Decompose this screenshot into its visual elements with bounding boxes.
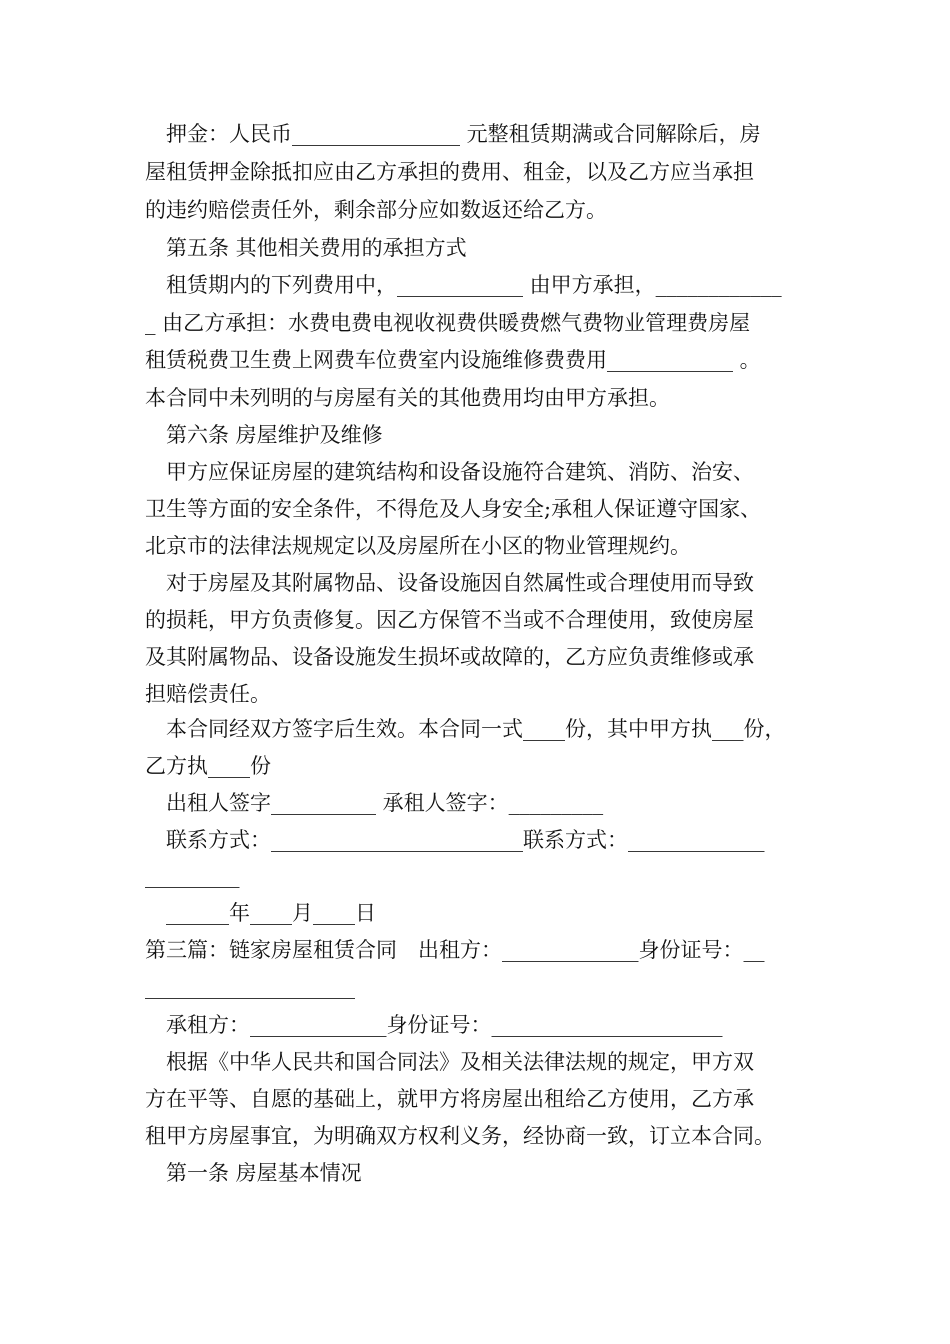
text-line: ____________________: [145, 975, 355, 999]
signature-line: 出租人签字__________ 承租人签字：_________: [166, 791, 604, 815]
section-heading: 第一条 房屋基本情况: [166, 1161, 362, 1185]
text-line: 屋租赁押金除抵扣应由乙方承担的费用、租金，以及乙方应当承担: [145, 160, 754, 184]
text-line: 承租方：_____________身份证号：______________________: [166, 1013, 723, 1037]
text-line: 租赁税费卫生费上网费车位费室内设施维修费费用____________ 。: [145, 348, 761, 372]
text-line: 根据《中华人民共和国合同法》及相关法律法规的规定，甲方双: [166, 1050, 754, 1074]
section-heading: 第五条 其他相关费用的承担方式: [166, 236, 467, 260]
text-line: 卫生等方面的安全条件，不得危及人身安全;承租人保证遵守国家、: [145, 497, 762, 521]
date-line: ______年____月____日: [166, 901, 376, 925]
text-line: 押金：人民币________________ 元整租赁期满或合同解除后，房: [166, 122, 761, 146]
text-line: 及其附属物品、设备设施发生损坏或故障的，乙方应负责维修或承: [145, 645, 754, 669]
section-heading: 第六条 房屋维护及维修: [166, 423, 383, 447]
section-title: 第三篇：链家房屋租赁合同 出租方：_____________身份证号：__: [145, 938, 765, 962]
text-line: _________: [145, 864, 240, 888]
contact-line: 联系方式：________________________联系方式：_____________: [166, 828, 765, 852]
text-line: 的违约赔偿责任外，剩余部分应如数返还给乙方。: [145, 198, 607, 222]
text-line: 租甲方房屋事宜，为明确双方权利义务，经协商一致，订立本合同。: [145, 1124, 775, 1148]
text-line: 甲方应保证房屋的建筑结构和设备设施符合建筑、消防、治安、: [166, 460, 754, 484]
text-line: 的损耗，甲方负责修复。因乙方保管不当或不合理使用，致使房屋: [145, 608, 754, 632]
text-line: 本合同经双方签字后生效。本合同一式____份，其中甲方执___份，: [166, 717, 786, 741]
text-line: 租赁期内的下列费用中，____________ 由甲方承担，____________: [166, 273, 782, 297]
text-line: 担赔偿责任。: [145, 682, 271, 706]
text-line: 北京市的法律法规规定以及房屋所在小区的物业管理规约。: [145, 534, 691, 558]
text-line: 方在平等、自愿的基础上，就甲方将房屋出租给乙方使用，乙方承: [145, 1087, 754, 1111]
text-line: 乙方执____份: [145, 754, 271, 778]
text-line: 本合同中未列明的与房屋有关的其他费用均由甲方承担。: [145, 386, 670, 410]
text-line: 对于房屋及其附属物品、设备设施因自然属性或合理使用而导致: [166, 571, 754, 595]
text-line: _ 由乙方承担：水费电费电视收视费供暖费燃气费物业管理费房屋: [145, 311, 751, 335]
